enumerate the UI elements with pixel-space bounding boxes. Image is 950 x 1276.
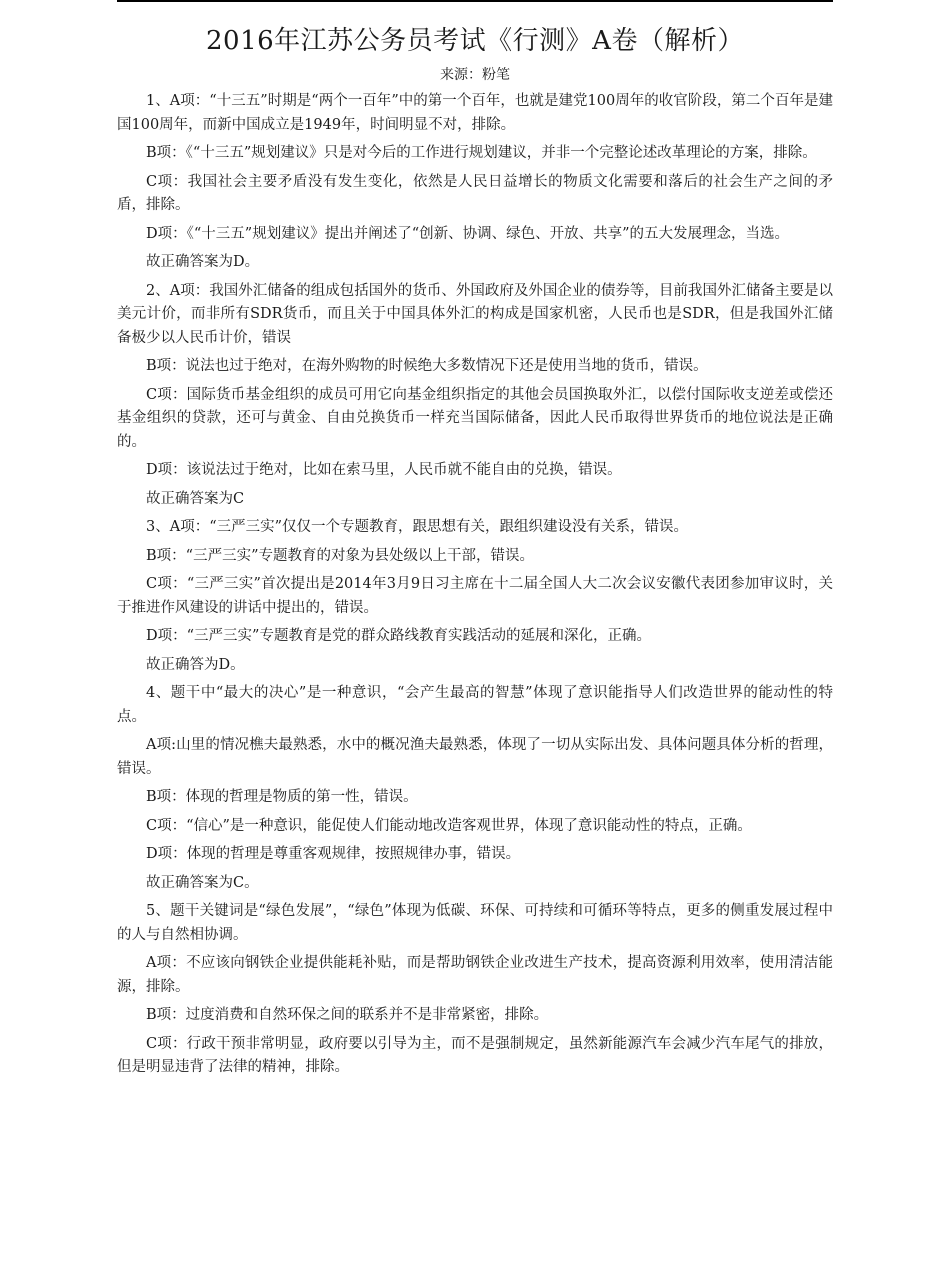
answer-1-d: D项：《“十三五”规划建议》提出并阐述了“创新、协调、绿色、开放、共享”的五大发展理念，当选。	[146, 225, 790, 242]
answer-2-d: D项：该说法过于绝对，比如在索马里，人民币就不能自由的兑换，错误。	[146, 462, 622, 478]
answer-4-stem: 4、题干中“最大的决心”是一种意识，“会产生最高的智慧”体现了意识能指导人们改造世界的能动性的特点。	[117, 685, 833, 725]
answer-5-stem: 5、题干关键词是“绿色发展”，“绿色”体现为低碳、环保、可持续和可循环等特点，更多的侧重发展过程中的人与自然相协调。	[117, 903, 833, 943]
answer-2-a: 2、A项：我国外汇储备的组成包括国外的货币、外国政府及外国企业的债券等，目前我国外汇储备主要是以美元计价，而非所有SDR货币，而且关于中国具体外汇的构成是国家机密，人民币也是SDR，但是我国外汇储备极少以人民币计价，错误	[117, 282, 833, 346]
source-line: 来源：粉笔	[440, 67, 510, 83]
answer-1-b: B项：《“十三五”规划建议》只是对今后的工作进行规划建议，并非一个完整论述改革理论的方案，排除。	[146, 145, 817, 161]
answer-3-a: 3、A项：“三严三实”仅仅一个专题教育，跟思想有关，跟组织建设没有关系，错误。	[146, 519, 689, 535]
document-page	[117, 22, 833, 1085]
answer-4-b: B项：体现的哲理是物质的第一性，错误。	[146, 789, 418, 805]
answer-2-b: B项：说法也过于绝对，在海外购物的时候绝大多数情况下还是使用当地的货币，错误。	[146, 358, 708, 374]
answer-5-c: C项：行政干预非常明显，政府要以引导为主，而不是强制规定，虽然新能源汽车会减少汽车尾气的排放，但是明显违背了法律的精神，排除。	[117, 1035, 833, 1075]
answer-4-d: D项：体现的哲理是尊重客观规律，按照规律办事，错误。	[146, 846, 521, 862]
answer-1-a: 1、A项：“十三五”时期是“两个一百年”中的第一个百年，也就是建党100周年的收官阶段，第二个百年是建国100周年，而新中国成立是1949年，时间明显不对，排除。	[117, 93, 833, 133]
answer-1-conclusion: 故正确答案为D。	[146, 254, 260, 270]
answer-2-c: C项：国际货币基金组织的成员可用它向基金组织指定的其他会员国换取外汇，以偿付国际收支逆差或偿还基金组织的贷款，还可与黄金、自由兑换货币一样充当国际储备，因此人民币取得世界货币的地位说法是正确的。	[117, 386, 833, 450]
answer-3-b: B项：“三严三实”专题教育的对象为县处级以上干部，错误。	[146, 547, 534, 564]
answer-2-conclusion: 故正确答案为C	[146, 490, 245, 507]
page-title: 2016年江苏公务员考试《行测》A卷（解析）	[206, 26, 744, 56]
answer-3-conclusion: 故正确答为D。	[146, 656, 245, 673]
answer-4-c: C项：“信心”是一种意识，能促使人们能动地改造客观世界，体现了意识能动性的特点，正确。	[146, 817, 752, 834]
answer-3-d: D项：“三严三实”专题教育是党的群众路线教育实践活动的延展和深化，正确。	[146, 628, 651, 644]
answer-4-a: A项:山里的情况樵夫最熟悉，水中的概况渔夫最熟悉，体现了一切从实际出发、具体问题具体分析的哲理，错误。	[117, 737, 833, 777]
answer-4-conclusion: 故正确答案为C。	[146, 874, 259, 891]
answer-1-c: C项：我国社会主要矛盾没有发生变化，依然是人民日益增长的物质文化需要和落后的社会生产之间的矛盾，排除。	[117, 173, 833, 213]
answer-5-a: A项：不应该向钢铁企业提供能耗补贴，而是帮助钢铁企业改进生产技术，提高资源利用效率，使用清洁能源，排除。	[117, 955, 833, 995]
top-rule	[117, 0, 833, 2]
answer-3-c: C项：“三严三实”首次提出是2014年3月9日习主席在十二届全国人大二次会议安徽代表团参加审议时，关于推进作风建设的讲话中提出的，错误。	[117, 576, 833, 616]
answer-5-b: B项：过度消费和自然环保之间的联系并不是非常紧密，排除。	[146, 1007, 549, 1023]
